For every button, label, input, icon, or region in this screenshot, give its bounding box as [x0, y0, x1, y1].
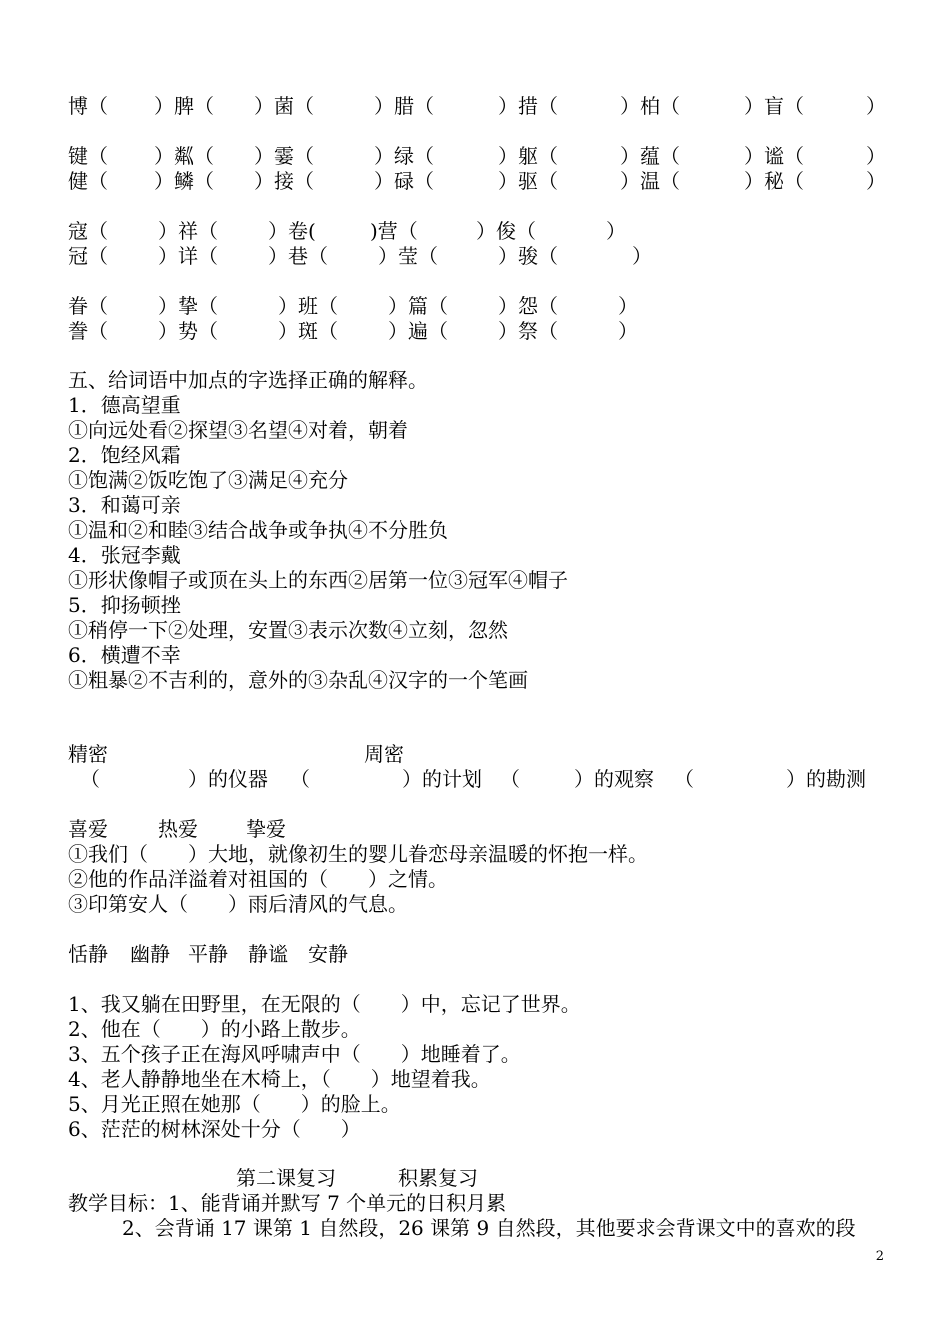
- word-option: 恬静: [68, 942, 108, 966]
- blank-phrase: （: [80, 767, 100, 791]
- lesson-subtitle: 积累复习: [398, 1166, 478, 1190]
- word-option: 周密: [364, 742, 404, 766]
- blank-phrase: ）的计划: [402, 767, 482, 791]
- word-options-row: [68, 817, 888, 841]
- char-row-2: [68, 144, 888, 168]
- char-cell: ）挚（: [158, 294, 218, 318]
- char-cell: ）: [618, 319, 638, 343]
- char-cell: ）俊（: [476, 219, 536, 243]
- page-number: 2: [875, 1249, 884, 1264]
- char-cell: ）菌（: [254, 94, 314, 118]
- char-cell: ）绿（: [374, 144, 434, 168]
- char-row-3: [68, 169, 888, 193]
- char-cell: 誊（: [68, 319, 108, 343]
- char-cell: ）秘（: [744, 169, 804, 193]
- char-cell: ）: [606, 219, 626, 243]
- char-cell: ）篇（: [388, 294, 448, 318]
- blank-phrase: ）的勘测: [786, 767, 866, 791]
- fill-sentence: 6、茫茫的树林深处十分（ ）: [68, 1117, 361, 1141]
- char-row-6: [68, 294, 888, 318]
- question-options: ①形状像帽子或顶在头上的东西②居第一位③冠军④帽子: [68, 568, 568, 592]
- question-options: ①温和②和睦③结合战争或争执④不分胜负: [68, 518, 448, 542]
- char-cell: ）谧（: [744, 144, 804, 168]
- word-option: 安静: [308, 942, 348, 966]
- question-word: 4．张冠李戴: [68, 543, 181, 567]
- char-cell: ）驱（: [498, 169, 558, 193]
- char-cell: 冠（: [68, 244, 108, 268]
- char-cell: ）: [866, 144, 886, 168]
- char-cell: 键（: [68, 144, 108, 168]
- char-cell: ）骏（: [498, 244, 558, 268]
- teaching-goal: 教学目标：1、能背诵并默写 7 个单元的日积月累: [68, 1191, 507, 1215]
- char-cell: ）腊（: [374, 94, 434, 118]
- teaching-goal: 2、会背诵 17 课第 1 自然段，26 课第 9 自然段，其他要求会背课文中的喜欢的段: [122, 1216, 856, 1240]
- question-options: ①饱满②饭吃饱了③满足④充分: [68, 468, 348, 492]
- question-word: 2．饱经风霜: [68, 443, 181, 467]
- fill-sentence: ③印第安人（ ）雨后清风的气息。: [68, 892, 408, 916]
- char-cell: ）躯（: [498, 144, 558, 168]
- char-cell: 博（: [68, 94, 108, 118]
- char-cell: ）蕴（: [620, 144, 680, 168]
- char-cell: ）温（: [620, 169, 680, 193]
- fill-sentence: 2、他在（ ）的小路上散步。: [68, 1017, 361, 1041]
- blank-phrase: （: [674, 767, 694, 791]
- char-cell: ）莹（: [378, 244, 438, 268]
- char-cell: ）接（: [254, 169, 314, 193]
- char-cell: ）祥（: [158, 219, 218, 243]
- blank-phrase: （: [290, 767, 310, 791]
- char-cell: ）班（: [278, 294, 338, 318]
- char-cell: ）盲（: [744, 94, 804, 118]
- fill-sentence: 1、我又躺在田野里，在无限的（ ）中，忘记了世界。: [68, 992, 581, 1016]
- char-row-1: [68, 94, 888, 118]
- char-cell: ）: [632, 244, 652, 268]
- char-cell: ）霎（: [254, 144, 314, 168]
- char-cell: ）卷(: [268, 219, 316, 243]
- char-cell: ）祭（: [498, 319, 558, 343]
- blank-phrase: （: [500, 767, 520, 791]
- char-cell: ）碌（: [374, 169, 434, 193]
- question-options: ①粗暴②不吉利的，意外的③杂乱④汉字的一个笔画: [68, 668, 528, 692]
- char-cell: ）怨（: [498, 294, 558, 318]
- fill-sentence: 5、月光正照在她那（ ）的脸上。: [68, 1092, 401, 1116]
- fill-sentence: 3、五个孩子正在海风呼啸声中（ ）地睡着了。: [68, 1042, 521, 1066]
- word-option: 静谧: [248, 942, 288, 966]
- question-word: 1．德高望重: [68, 393, 181, 417]
- word-option: 挚爱: [246, 817, 286, 841]
- char-cell: ）: [618, 294, 638, 318]
- char-cell: ）巷（: [268, 244, 328, 268]
- question-options: ①稍停一下②处理，安置③表示次数④立刻，忽然: [68, 618, 508, 642]
- char-row-5: [68, 244, 888, 268]
- char-cell: 寇（: [68, 219, 108, 243]
- char-cell: ）: [866, 169, 886, 193]
- question-word: 6．横遭不幸: [68, 643, 181, 667]
- section-title: 五、给词语中加点的字选择正确的解释。: [68, 368, 428, 392]
- char-cell: ）: [866, 94, 886, 118]
- blank-phrase: ）的观察: [574, 767, 654, 791]
- fill-sentence: ①我们（ ）大地，就像初生的婴儿眷恋母亲温暖的怀抱一样。: [68, 842, 648, 866]
- char-row-4: [68, 219, 888, 243]
- char-cell: ）势（: [158, 319, 218, 343]
- char-cell: ）脾（: [154, 94, 214, 118]
- char-cell: ）柏（: [620, 94, 680, 118]
- char-cell: 眷（: [68, 294, 108, 318]
- char-cell: ）遍（: [388, 319, 448, 343]
- word-option: 精密: [68, 742, 108, 766]
- word-options-row: [68, 742, 888, 766]
- word-option: 热爱: [158, 817, 198, 841]
- char-row-7: [68, 319, 888, 343]
- char-cell: ）粼（: [154, 144, 214, 168]
- question-word: 3．和蔼可亲: [68, 493, 181, 517]
- lesson-title: 第二课复习: [236, 1166, 336, 1190]
- question-word: 5．抑扬顿挫: [68, 593, 181, 617]
- lesson-heading: [68, 1166, 888, 1190]
- char-cell: ）详（: [158, 244, 218, 268]
- char-cell: ）斑（: [278, 319, 338, 343]
- fill-sentence: ②他的作品洋溢着对祖国的（ ）之情。: [68, 867, 448, 891]
- question-options: ①向远处看②探望③名望④对着，朝着: [68, 418, 408, 442]
- word-option: 喜爱: [68, 817, 108, 841]
- blank-phrases-row: [68, 767, 888, 791]
- blank-phrase: ）的仪器: [188, 767, 268, 791]
- fill-sentence: 4、老人静静地坐在木椅上，（ ）地望着我。: [68, 1067, 491, 1091]
- char-cell: ）措（: [498, 94, 558, 118]
- char-cell: ）鳞（: [154, 169, 214, 193]
- word-option: 平静: [188, 942, 228, 966]
- char-cell: 健（: [68, 169, 108, 193]
- word-options-row: [68, 942, 888, 966]
- word-option: 幽静: [130, 942, 170, 966]
- char-cell: )营（: [370, 219, 418, 243]
